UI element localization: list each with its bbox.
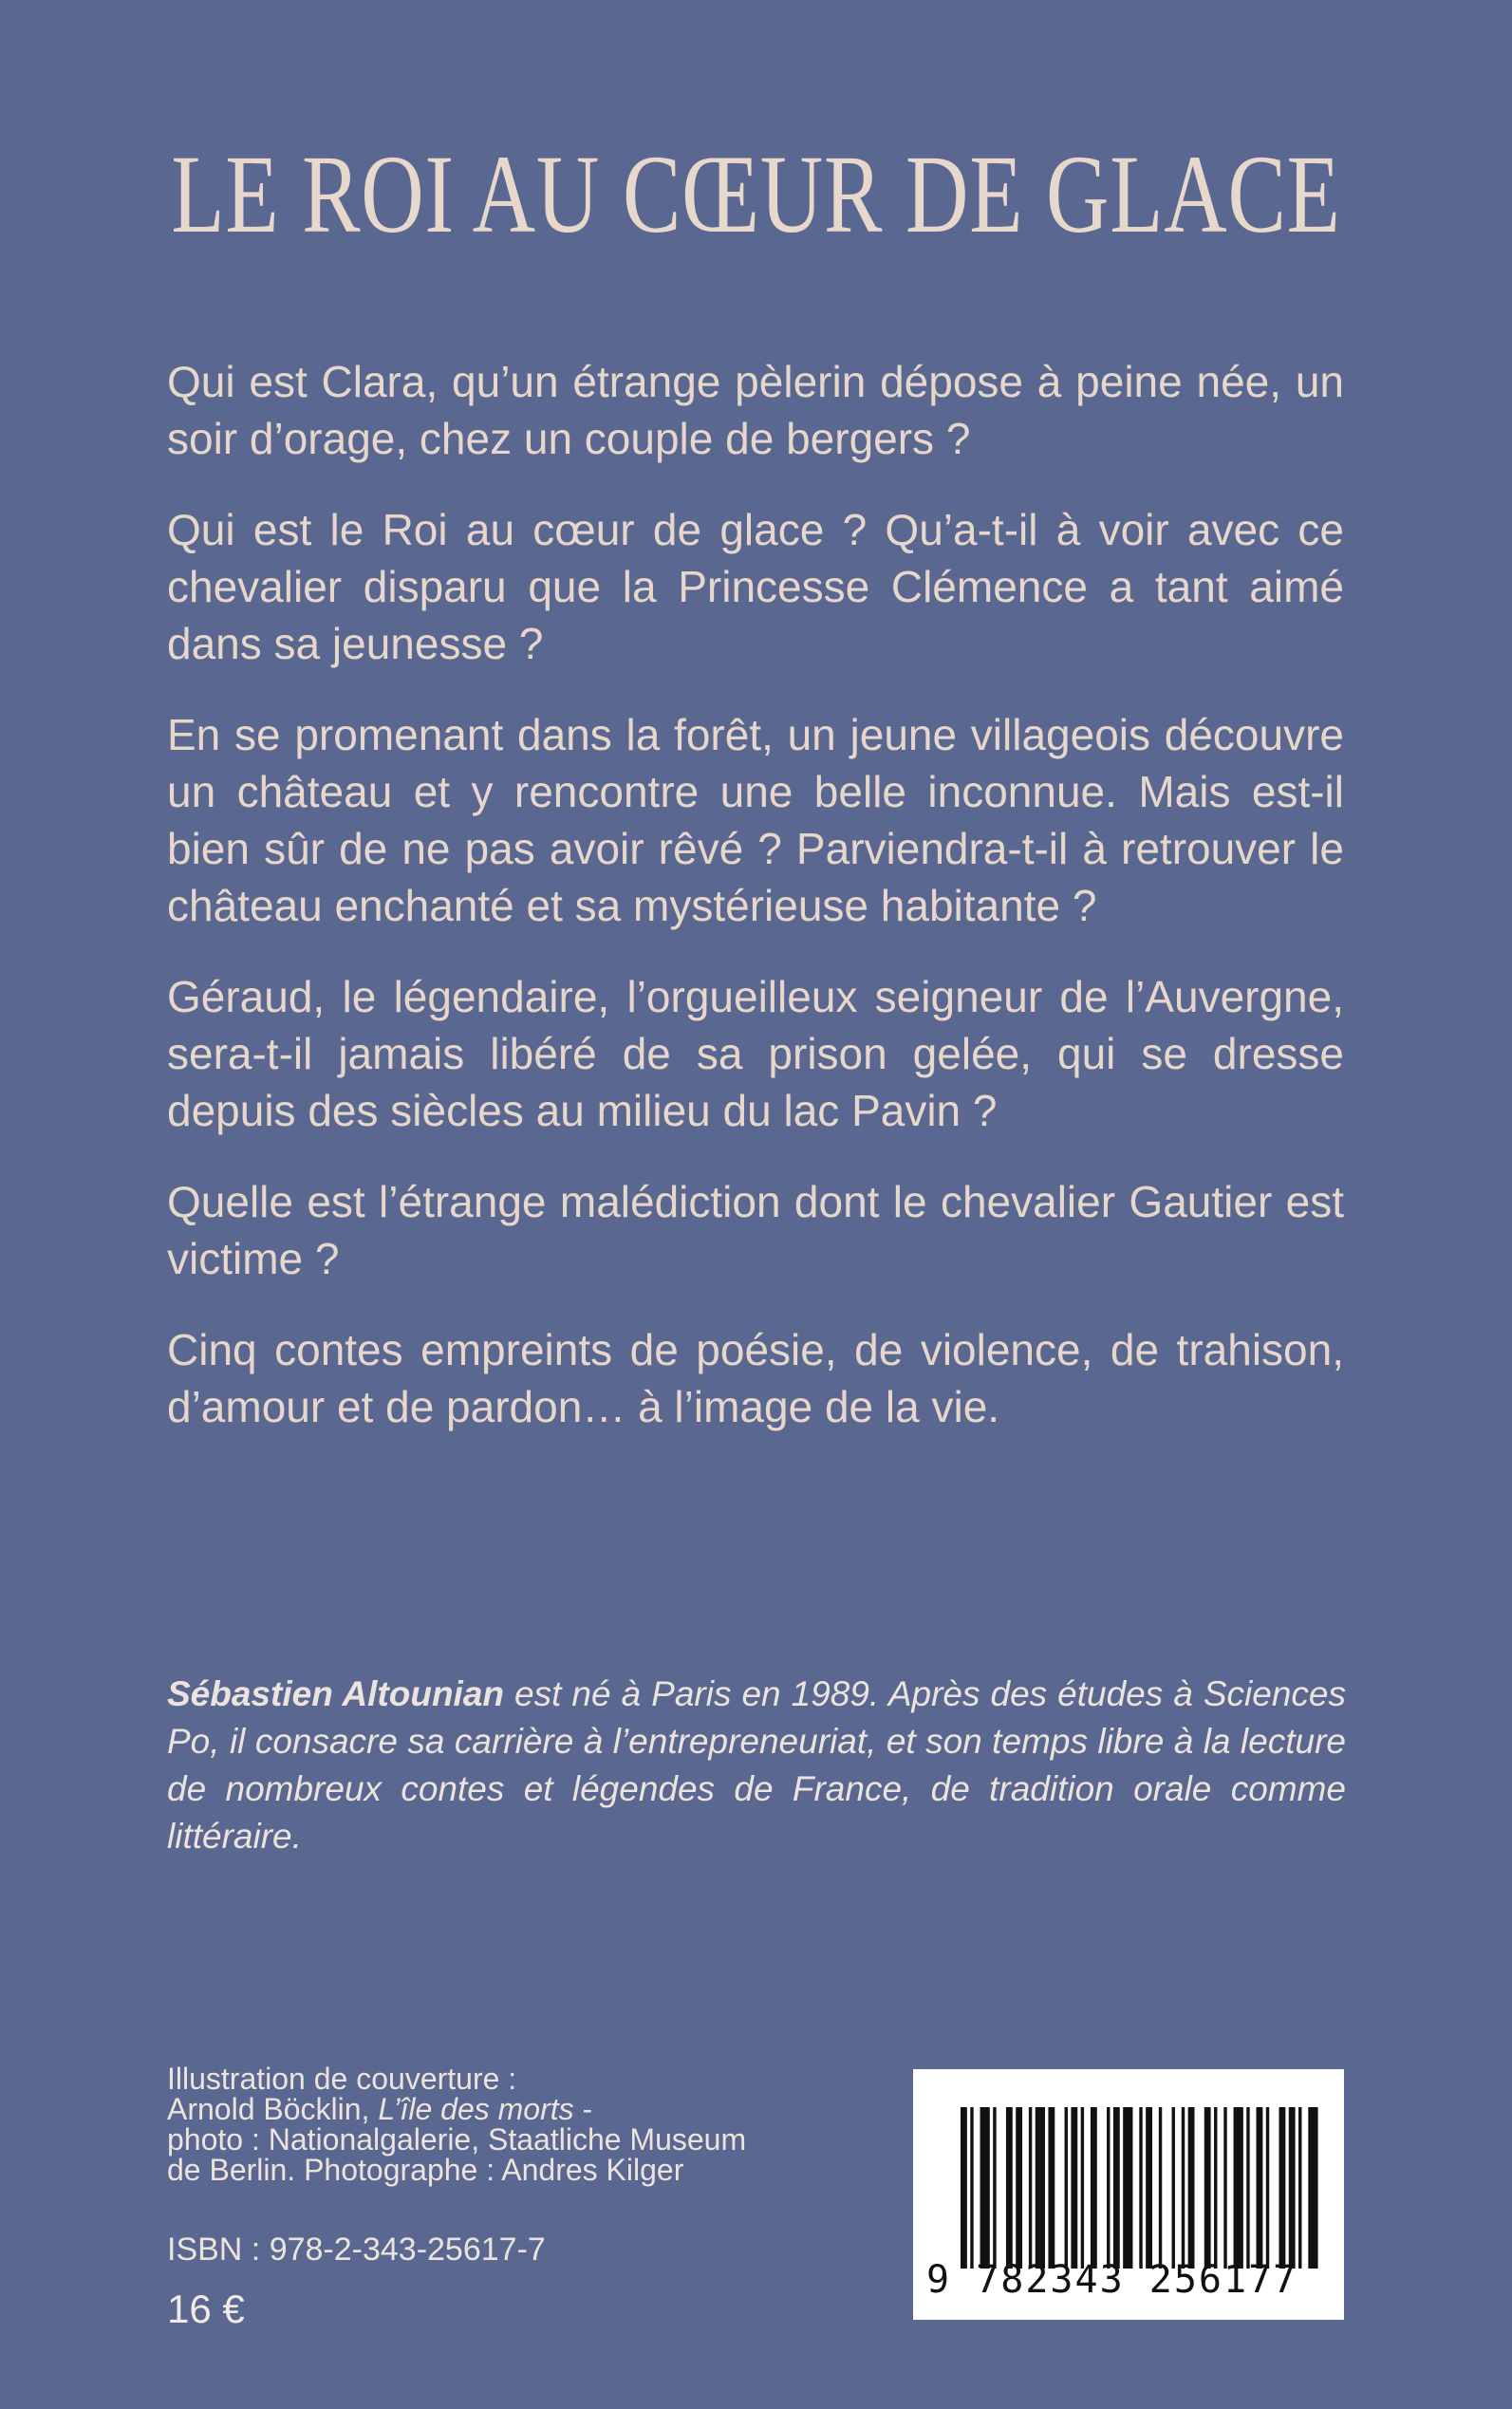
barcode-bar xyxy=(961,2107,967,2269)
barcode-bar xyxy=(1139,2107,1142,2269)
barcode-bar xyxy=(1266,2107,1269,2269)
barcode-bar xyxy=(1016,2107,1022,2269)
barcode-bar xyxy=(1182,2107,1185,2269)
barcode-bar xyxy=(1081,2107,1084,2269)
barcode-bar xyxy=(1159,2107,1162,2269)
barcode-bar xyxy=(1298,2107,1301,2269)
barcode-bar xyxy=(1107,2107,1110,2269)
price: 16 € xyxy=(167,2287,245,2331)
credits-dash: - xyxy=(573,2092,593,2126)
barcode-bar xyxy=(1308,2107,1317,2269)
barcode-bar xyxy=(1172,2107,1175,2269)
blurb-paragraph-1: Qui est Clara, qu’un étrange pèlerin dépose à peine née, un soir d’orage, chez un couple de bergers ? xyxy=(167,357,1344,463)
cover-credits xyxy=(167,2064,850,2185)
barcode-bar xyxy=(1048,2107,1055,2269)
barcode-bar xyxy=(1223,2107,1226,2269)
barcode-bar xyxy=(993,2107,996,2269)
credits-line-4: de Berlin. Photographe : Andres Kilger xyxy=(167,2153,684,2187)
barcode-bar xyxy=(1234,2107,1243,2269)
barcode-bar xyxy=(1029,2107,1032,2269)
credits-line-1: Illustration de couverture : xyxy=(167,2062,517,2096)
author-bio-text: est né à Paris en 1989. Après des études à Sciences Po, il consacre sa carrière à l’entrepreneuriat, et son temps libre à la lecture de nombreux contes et légendes de France, de tradition orale comme littéraire. xyxy=(167,1674,1346,1856)
barcode-bar xyxy=(970,2107,973,2269)
blurb-paragraph-4: Géraud, le légendaire, l’orgueilleux seigneur de l’Auvergne, sera-t-il jamais libéré de sa prison gelée, qui se dresse depuis des siècles au milieu du lac Pavin ? xyxy=(167,972,1344,1135)
credits-line-2 xyxy=(167,2094,850,2124)
isbn: ISBN : 978-2-343-25617-7 xyxy=(167,2232,546,2268)
blurb-paragraph-3: En se promenant dans la forêt, un jeune villageois découvre un château et y rencontre une belle inconnue. Mais est-il bien sûr de ne pas avoir rêvé ? Parviendra-t-il à retrouver le château enchanté et sa mystérieuse habitante ? xyxy=(167,710,1344,930)
barcode xyxy=(913,2069,1344,2320)
author-bio xyxy=(167,1671,1346,1860)
barcode-bar xyxy=(1214,2107,1217,2269)
barcode-bar xyxy=(1289,2107,1296,2269)
blurb-paragraph-5: Quelle est l’étrange malédiction dont le chevalier Gautier est victime ? xyxy=(167,1177,1344,1283)
barcode-bars xyxy=(961,2107,1321,2269)
barcode-bar xyxy=(1204,2107,1211,2269)
barcode-bar xyxy=(1036,2107,1045,2269)
barcode-number: 9 782343 256177 xyxy=(926,2258,1298,2302)
barcode-bar xyxy=(1246,2107,1249,2269)
blurb-paragraph-2: Qui est le Roi au cœur de glace ? Qu’a-t-il à voir avec ce chevalier disparu que la Princesse Clémence a tant aimé dans sa jeunesse ? xyxy=(167,505,1344,668)
barcode-bar xyxy=(1123,2107,1132,2269)
credits-work-title: L’île des morts xyxy=(378,2092,574,2126)
barcode-bar xyxy=(1113,2107,1120,2269)
blurb xyxy=(167,353,1344,1469)
credits-line-3: photo : Nationalgalerie, Staatliche Museum xyxy=(167,2122,747,2157)
barcode-bar xyxy=(1146,2107,1152,2269)
credits-artist: Arnold Böcklin, xyxy=(167,2092,379,2126)
barcode-bar xyxy=(1065,2107,1068,2269)
blurb-paragraph-6: Cinq contes empreints de poésie, de violence, de trahison, d’amour et de pardon… à l’image de la vie. xyxy=(167,1325,1344,1431)
barcode-bar xyxy=(1279,2107,1286,2269)
barcode-bar xyxy=(980,2107,990,2269)
barcode-bar xyxy=(1091,2107,1097,2269)
barcode-bar xyxy=(1006,2107,1013,2269)
author-name: Sébastien Altounian xyxy=(167,1674,505,1713)
book-title: LE ROI AU CŒUR DE GLACE xyxy=(171,132,1341,256)
barcode-bar xyxy=(1071,2107,1077,2269)
barcode-bar xyxy=(1257,2107,1263,2269)
barcode-bar xyxy=(1188,2107,1195,2269)
